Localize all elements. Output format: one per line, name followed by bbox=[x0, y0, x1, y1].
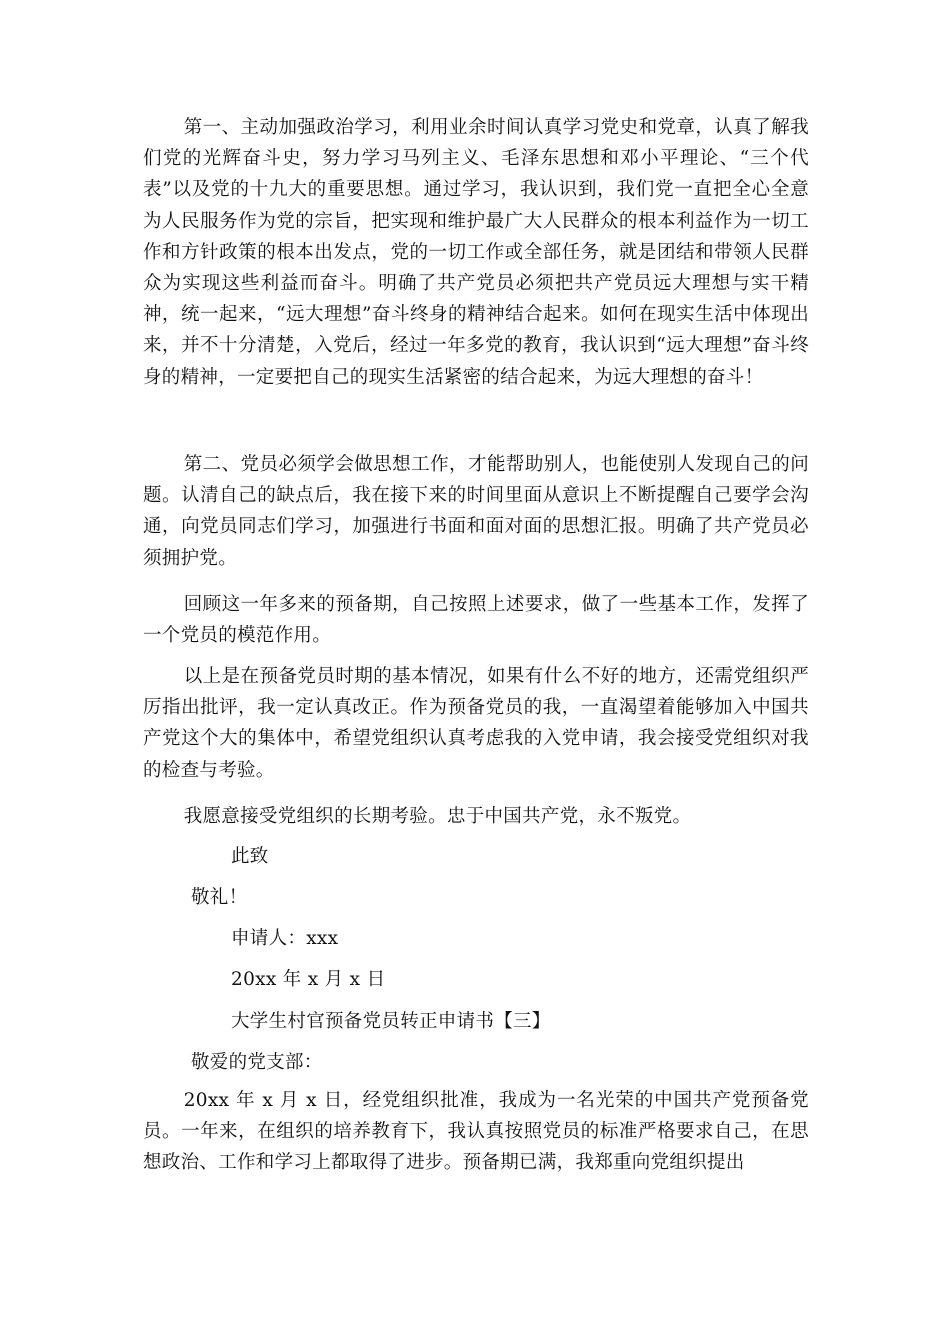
paragraph-review: 回顾这一年多来的预备期，自己按照上述要求，做了一些基本工作，发挥了一个党员的模范作用。 bbox=[143, 594, 809, 647]
applicant-signature: 申请人：xxx bbox=[231, 928, 339, 949]
paragraph-opening: 20xx 年 x 月 x 日，经党组织批准，我成为一名光荣的中国共产党预备党员。一年来，在组织的培养教育下，我认真按照党员的标准严格要求自己，在思想政治、工作和学习上都取得了进步。预备期已满，我郑重向党组织提出 bbox=[143, 1090, 809, 1174]
signature-date: 20xx 年 x 月 x 日 bbox=[231, 969, 386, 990]
section-title: 大学生村官预备党员转正申请书【三】 bbox=[231, 1011, 551, 1032]
paragraph-second-point: 第二、党员必须学会做思想工作，才能帮助别人，也能使别人发现自己的问题。认清自己的缺点后，我在接下来的时间里面从意识上不断提醒自己要学会沟通，向党员同志们学习，加强进行书面和面对面的思想汇报。明确了共产党员必须拥护党。 bbox=[143, 454, 809, 569]
salutation: 敬爱的党支部： bbox=[191, 1052, 323, 1073]
paragraph-pledge: 我愿意接受党组织的长期考验。忠于中国共产党，永不叛党。 bbox=[183, 806, 692, 827]
paragraph-summary: 以上是在预备党员时期的基本情况，如果有什么不好的地方，还需党组织严厉指出批评，我一定认真改正。作为预备党员的我，一直渴望着能够加入中国共产党这个大的集体中，希望党组织认真考虑我的入党申请，我会接受党组织对我的检查与考验。 bbox=[143, 666, 809, 781]
closing-jing-li: 敬礼！ bbox=[191, 887, 248, 908]
closing-ci-zhi: 此致 bbox=[231, 846, 269, 867]
paragraph-first-point: 第一、主动加强政治学习，利用业余时间认真学习党史和党章，认真了解我们党的光辉奋斗史，努力学习马列主义、毛泽东思想和邓小平理论、“三个代表”以及党的十九大的重要思想。通过学习，我认识到，我们党一直把全心全意为人民服务作为党的宗旨，把实现和维护最广大人民群众的根本利益作为一切工作和方针政策的根本出发点，党的一切工作或全部任务，就是团结和带领人民群众为实现这些利益而奋斗。明确了共产党员必须把共产党员远大理想与实干精神，统一起来，“远大理想”奋斗终身的精神结合起来。如何在现实生活中体现出来，并不十分清楚，入党后，经过一年多党的教育，我认识到“远大理想”奋斗终身的精神，一定要把自己的现实生活紧密的结合起来，为远大理想的奋斗！ bbox=[143, 117, 809, 388]
